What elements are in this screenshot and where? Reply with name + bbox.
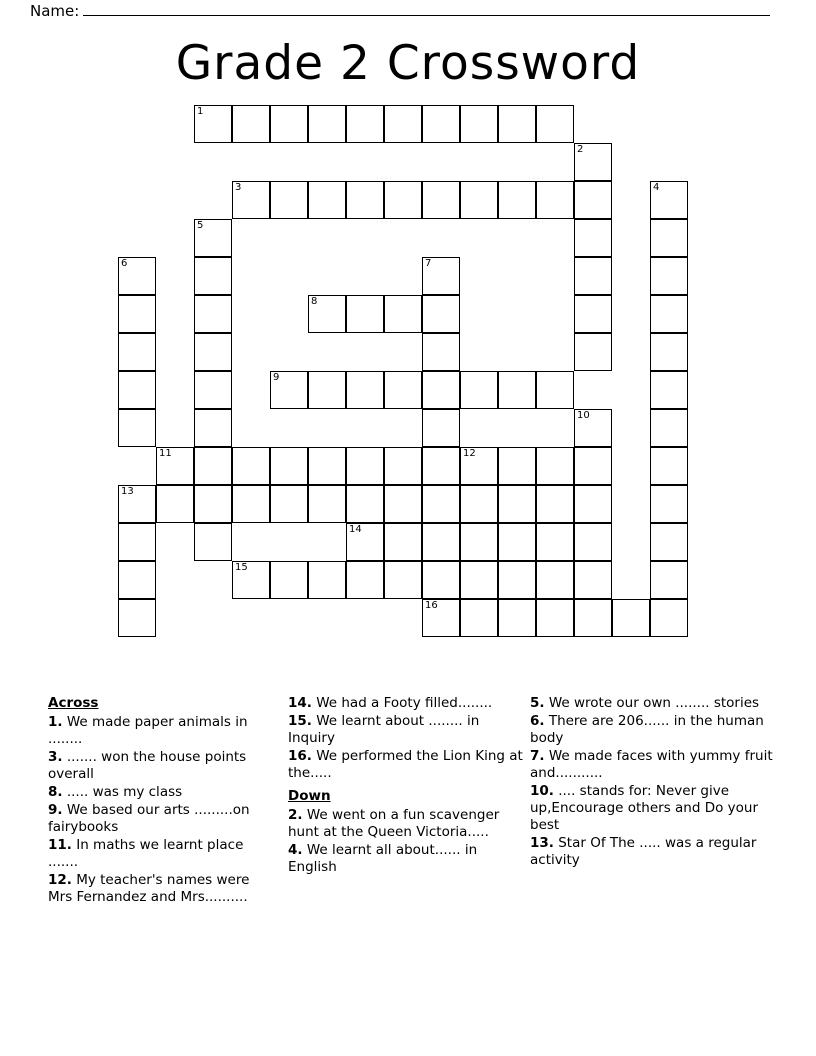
clues-column-2: [288, 695, 528, 877]
down-clue-10: [530, 783, 778, 834]
grid-cell[interactable]: [308, 181, 346, 219]
grid-cell[interactable]: [194, 447, 232, 485]
across-clue-8: [48, 784, 263, 801]
clue-text: Star Of The ..... was a regular activity: [530, 835, 757, 868]
grid-cell[interactable]: [308, 447, 346, 485]
grid-cell[interactable]: [422, 295, 460, 333]
grid-cell-number: 5: [197, 220, 204, 231]
grid-cell-3[interactable]: [232, 181, 270, 219]
grid-cell[interactable]: [574, 295, 612, 333]
page-title: Grade 2 Crossword: [175, 36, 641, 91]
grid-cell[interactable]: [574, 485, 612, 523]
clue-text: ..... was my class: [62, 784, 183, 800]
grid-cell-8[interactable]: [308, 295, 346, 333]
grid-cell[interactable]: [270, 561, 308, 599]
grid-cell-2[interactable]: [574, 143, 612, 181]
grid-cell[interactable]: [118, 295, 156, 333]
clue-number: 13.: [530, 835, 554, 851]
across-clue-3: [48, 749, 263, 783]
clue-number: 10.: [530, 783, 554, 799]
across-clue-16: [288, 748, 528, 782]
grid-cell[interactable]: [498, 105, 536, 143]
grid-cell[interactable]: [384, 523, 422, 561]
grid-cell[interactable]: [574, 523, 612, 561]
grid-cell[interactable]: [498, 371, 536, 409]
grid-cell[interactable]: [650, 599, 688, 637]
clue-text: We wrote our own ........ stories: [544, 695, 760, 711]
grid-cell[interactable]: [270, 485, 308, 523]
grid-cell[interactable]: [270, 181, 308, 219]
grid-cell-14[interactable]: [346, 523, 384, 561]
grid-cell-11[interactable]: [156, 447, 194, 485]
grid-cell[interactable]: [650, 333, 688, 371]
clue-number: 12.: [48, 872, 72, 888]
grid-cell[interactable]: [574, 447, 612, 485]
grid-cell-number: 16: [425, 600, 438, 611]
grid-cell[interactable]: [422, 447, 460, 485]
clue-number: 2.: [288, 807, 303, 823]
clue-text: We went on a fun scavenger hunt at the Queen Victoria.....: [288, 807, 500, 840]
across-clue-11: [48, 837, 263, 871]
grid-cell[interactable]: [194, 295, 232, 333]
grid-cell[interactable]: [422, 561, 460, 599]
grid-cell-4[interactable]: [650, 181, 688, 219]
grid-cell[interactable]: [232, 105, 270, 143]
grid-cell-13[interactable]: [118, 485, 156, 523]
clue-number: 11.: [48, 837, 72, 853]
grid-cell[interactable]: [498, 523, 536, 561]
grid-cell[interactable]: [650, 447, 688, 485]
grid-cell[interactable]: [384, 181, 422, 219]
clue-text: My teacher's names were Mrs Fernandez and Mrs..........: [48, 872, 250, 905]
grid-cell[interactable]: [308, 561, 346, 599]
grid-cell[interactable]: [536, 181, 574, 219]
grid-cell[interactable]: [422, 333, 460, 371]
grid-cell-6[interactable]: [118, 257, 156, 295]
grid-cell[interactable]: [460, 371, 498, 409]
grid-cell[interactable]: [384, 295, 422, 333]
clues-section: [48, 695, 778, 995]
grid-cell[interactable]: [612, 599, 650, 637]
grid-cell[interactable]: [118, 371, 156, 409]
clue-text: We made paper animals in ........: [48, 714, 248, 747]
grid-cell-number: 11: [159, 448, 172, 459]
grid-cell[interactable]: [460, 599, 498, 637]
grid-cell[interactable]: [118, 333, 156, 371]
grid-cell[interactable]: [308, 485, 346, 523]
grid-cell-number: 7: [425, 258, 432, 269]
clue-number: 8.: [48, 784, 63, 800]
grid-cell[interactable]: [346, 181, 384, 219]
clue-number: 3.: [48, 749, 63, 765]
grid-cell[interactable]: [384, 561, 422, 599]
grid-cell[interactable]: [574, 219, 612, 257]
clue-number: 7.: [530, 748, 545, 764]
clue-text: We learnt about ........ in Inquiry: [288, 713, 480, 746]
grid-cell-number: 4: [653, 182, 660, 193]
grid-cell[interactable]: [498, 485, 536, 523]
clue-number: 1.: [48, 714, 63, 730]
name-write-line[interactable]: [83, 2, 770, 16]
grid-cell[interactable]: [422, 181, 460, 219]
clues-column-1: [48, 695, 263, 907]
grid-cell[interactable]: [574, 257, 612, 295]
grid-cell[interactable]: [650, 219, 688, 257]
grid-cell[interactable]: [270, 447, 308, 485]
grid-cell[interactable]: [536, 561, 574, 599]
grid-cell[interactable]: [346, 105, 384, 143]
grid-cell[interactable]: [384, 485, 422, 523]
grid-cell[interactable]: [118, 561, 156, 599]
grid-cell-15[interactable]: [232, 561, 270, 599]
grid-cell[interactable]: [460, 485, 498, 523]
grid-cell[interactable]: [308, 105, 346, 143]
grid-cell[interactable]: [498, 599, 536, 637]
grid-cell[interactable]: [156, 485, 194, 523]
grid-cell[interactable]: [118, 409, 156, 447]
grid-cell[interactable]: [536, 371, 574, 409]
grid-cell[interactable]: [650, 523, 688, 561]
clue-number: 14.: [288, 695, 312, 711]
grid-cell[interactable]: [498, 181, 536, 219]
grid-cell-number: 15: [235, 562, 248, 573]
grid-cell[interactable]: [536, 599, 574, 637]
grid-cell-1[interactable]: [194, 105, 232, 143]
clue-text: We based our arts .........on fairybooks: [48, 802, 250, 835]
down-clue-6: [530, 713, 778, 747]
grid-cell[interactable]: [536, 447, 574, 485]
grid-cell[interactable]: [460, 105, 498, 143]
grid-cell[interactable]: [232, 447, 270, 485]
grid-cell[interactable]: [650, 485, 688, 523]
clue-text: We performed the Lion King at the.....: [288, 748, 523, 781]
grid-cell[interactable]: [536, 485, 574, 523]
clue-text: .... stands for: Never give up,Encourage others and Do your best: [530, 783, 759, 833]
grid-cell[interactable]: [270, 105, 308, 143]
across-clue-12: [48, 872, 263, 906]
grid-cell[interactable]: [460, 181, 498, 219]
down-clue-4: [288, 842, 528, 876]
grid-cell-9[interactable]: [270, 371, 308, 409]
grid-cell[interactable]: [422, 523, 460, 561]
clue-number: 6.: [530, 713, 545, 729]
grid-cell[interactable]: [650, 295, 688, 333]
grid-cell-number: 6: [121, 258, 128, 269]
grid-cell[interactable]: [308, 371, 346, 409]
name-label: Name:: [30, 2, 80, 20]
clue-number: 5.: [530, 695, 545, 711]
crossword-grid[interactable]: [0, 105, 816, 660]
grid-cell[interactable]: [346, 561, 384, 599]
clue-text: We made faces with yummy fruit and...........: [530, 748, 773, 781]
clue-number: 4.: [288, 842, 303, 858]
grid-cell-number: 1: [197, 106, 204, 117]
clue-number: 16.: [288, 748, 312, 764]
across-clue-1: [48, 714, 263, 748]
grid-cell[interactable]: [422, 485, 460, 523]
grid-cell-16[interactable]: [422, 599, 460, 637]
grid-cell[interactable]: [118, 523, 156, 561]
across-clue-15: [288, 713, 528, 747]
down-clue-7: [530, 748, 778, 782]
grid-cell-number: 13: [121, 486, 134, 497]
grid-cell[interactable]: [650, 561, 688, 599]
down-clue-2: [288, 807, 528, 841]
clue-text: We had a Footy filled........: [311, 695, 493, 711]
grid-cell[interactable]: [650, 257, 688, 295]
clue-text: There are 206...... in the human body: [530, 713, 764, 746]
grid-cell[interactable]: [422, 371, 460, 409]
grid-cell-number: 8: [311, 296, 318, 307]
clue-number: 9.: [48, 802, 63, 818]
grid-cell[interactable]: [536, 105, 574, 143]
down-clue-5: [530, 695, 778, 712]
clues-column-3: [530, 695, 778, 870]
grid-cell[interactable]: [384, 447, 422, 485]
grid-cell[interactable]: [194, 333, 232, 371]
grid-cell[interactable]: [346, 447, 384, 485]
grid-cell-5[interactable]: [194, 219, 232, 257]
grid-cell[interactable]: [536, 523, 574, 561]
grid-cell[interactable]: [346, 295, 384, 333]
grid-cell-7[interactable]: [422, 257, 460, 295]
grid-cell[interactable]: [194, 409, 232, 447]
grid-cell-number: 12: [463, 448, 476, 459]
grid-cell[interactable]: [498, 447, 536, 485]
grid-cell-number: 9: [273, 372, 280, 383]
grid-cell[interactable]: [118, 599, 156, 637]
grid-cell[interactable]: [574, 599, 612, 637]
clue-text: In maths we learnt place .......: [48, 837, 244, 870]
grid-cell[interactable]: [194, 257, 232, 295]
grid-cell[interactable]: [232, 485, 270, 523]
grid-cell[interactable]: [384, 371, 422, 409]
grid-cell[interactable]: [346, 371, 384, 409]
grid-cell[interactable]: [460, 523, 498, 561]
grid-cell[interactable]: [574, 561, 612, 599]
down-heading: Down: [288, 788, 331, 804]
grid-cell[interactable]: [194, 523, 232, 561]
grid-cell[interactable]: [194, 485, 232, 523]
grid-cell[interactable]: [346, 485, 384, 523]
grid-cell[interactable]: [574, 181, 612, 219]
grid-cell-12[interactable]: [460, 447, 498, 485]
grid-cell[interactable]: [650, 409, 688, 447]
grid-cell[interactable]: [574, 333, 612, 371]
clue-text: We learnt all about...... in English: [288, 842, 478, 875]
clue-number: 15.: [288, 713, 312, 729]
grid-cell[interactable]: [384, 105, 422, 143]
grid-cell[interactable]: [498, 561, 536, 599]
across-heading: Across: [48, 695, 99, 711]
grid-cell[interactable]: [422, 409, 460, 447]
grid-cell[interactable]: [650, 371, 688, 409]
grid-cell-number: 3: [235, 182, 242, 193]
name-row: [30, 2, 770, 20]
grid-cell-number: 2: [577, 144, 584, 155]
clue-text: ....... won the house points overall: [48, 749, 247, 782]
grid-cell[interactable]: [422, 105, 460, 143]
across-clue-9: [48, 802, 263, 836]
across-clue-14: [288, 695, 528, 712]
grid-cell-number: 10: [577, 410, 590, 421]
grid-cell-number: 14: [349, 524, 362, 535]
grid-cell[interactable]: [194, 371, 232, 409]
grid-cell-10[interactable]: [574, 409, 612, 447]
down-clue-13: [530, 835, 778, 869]
grid-cell[interactable]: [460, 561, 498, 599]
